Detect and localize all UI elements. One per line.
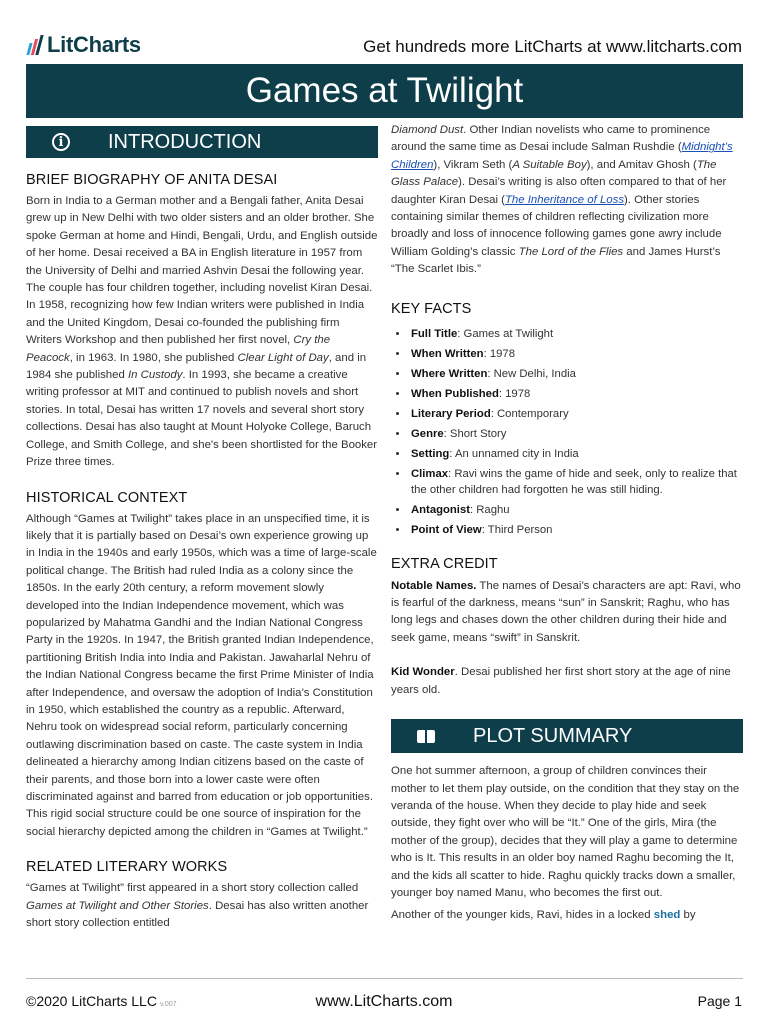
footer-site-link: www.LitCharts.com <box>315 993 453 1010</box>
kid-wonder-paragraph: Kid Wonder. Desai published her first short story at the age of nine years old. <box>391 666 731 696</box>
key-fact-item: • Setting: An unnamed city in India <box>409 446 743 462</box>
footer-page-number: Page 1 <box>697 993 742 1009</box>
key-fact-item: • Full Title: Games at Twilight <box>409 326 743 342</box>
introduction-banner <box>26 126 378 158</box>
logo-text: LitCharts <box>47 32 141 57</box>
key-fact-item: • Literary Period: Contemporary <box>409 406 743 422</box>
key-fact-item: • When Published: 1978 <box>409 386 743 402</box>
introduction-banner-label: INTRODUCTION <box>108 130 262 153</box>
key-fact-item: • Where Written: New Delhi, India <box>409 366 743 382</box>
related-works-paragraph-start: “Games at Twilight” first appeared in a short story collection called Games at Twilight and Other Stories. Desai has also written another short story collection entitled <box>26 882 369 930</box>
key-fact-item: • When Written: 1978 <box>409 346 743 362</box>
page-header <box>0 0 768 62</box>
related-works-heading: RELATED LITERARY WORKS <box>26 859 228 876</box>
key-fact-item: • Point of View: Third Person <box>409 522 743 538</box>
key-fact-item: • Climax: Ravi wins the game of hide and seek, only to realize that the other children had forgotten he was still hiding. <box>409 466 743 498</box>
key-facts-list <box>391 326 743 538</box>
book-icon <box>417 730 435 743</box>
bio-heading: BRIEF BIOGRAPHY OF ANITA DESAI <box>26 172 278 188</box>
plot-summary-banner-label: PLOT SUMMARY <box>473 724 633 747</box>
historical-paragraph: Although “Games at Twilight” takes place in an unspecified time, it is likely that it is partially based on Desai’s own experience growing up in India in the 1940s and early 1950s, which was a time of large-scale political change. The British had ruled India as a colony since the 1850s. In the early 20th century, a reform movement slowly developed into the Indian Independence movement, which was popularized by Mahatma Gandhi and the Indian National Congress Party in the 1920s. In 1947, the British granted Indian Independence, partitioning British India into India and Pakistan. Jawaharlal Nehru of the Indian National Congress became the first Prime Minister of India after Independence, and oversaw the adoption of India’s Constitution in 1950, which established the country as a republic. Afterward, Nehru took on widespread social reform, particularly concerning outlawing discrimination based on caste. The caste system in India delineated a hierarchy among Indian citizens based on the caste of their parents, and those born into a lower caste were often discriminated against and barred from education or job opportunities. This rigid social structure could be one source of inspiration for the social hierarchy depicted among the children in “Games at Twilight.” <box>26 512 377 838</box>
key-fact-item: • Antagonist: Raghu <box>409 502 743 518</box>
plot-summary-paragraph-2: Another of the younger kids, Ravi, hides in a locked shed by <box>391 909 696 922</box>
midnights-children-link[interactable]: Midnight’s Children <box>391 141 733 171</box>
right-column <box>391 122 743 925</box>
left-column <box>26 126 378 932</box>
key-facts-heading: KEY FACTS <box>391 300 472 317</box>
logo-bars-icon <box>28 35 41 55</box>
footer-divider <box>26 978 743 979</box>
key-fact-item: • Genre: Short Story <box>409 426 743 442</box>
extra-credit-heading: EXTRA CREDIT <box>391 555 498 572</box>
header-tagline[interactable]: Get hundreds more LitCharts at www.litcharts.com <box>363 37 742 56</box>
page-title: Games at Twilight <box>26 64 743 118</box>
footer-copyright: ©2020 LitCharts LLC v.007 <box>26 993 177 1009</box>
info-icon: i <box>52 133 70 151</box>
shed-link[interactable]: shed <box>653 909 681 922</box>
litcharts-logo[interactable] <box>28 32 141 58</box>
plot-summary-paragraph: One hot summer afternoon, a group of children convinces their mother to let them play outside, on the condition that they stay on the veranda of the house. When they decide to play hide and seek outside, they fight over who will be “It.” One of the girls, Mira (the mother of the group), decides that they will play a game to determine who is It. This results in an older boy named Raghu becoming the It, and the kids all scatter to hide. Raghu quickly tracks down a smaller, younger boy named Manu, who becomes the first out. <box>391 765 740 899</box>
inheritance-of-loss-link[interactable]: The Inheritance of Loss <box>504 193 625 206</box>
related-works-paragraph-continued: Diamond Dust. Other Indian novelists who came to prominence around the same time as Desai include Salman Rushdie (Midnight’s Children), Vikram Seth (A Suitable Boy), and Amitav Ghosh (The Glass Palace). Desai’s writing is also often compared to that of her daughter Kiran Desai (The Inheritance of Loss). Other stories containing similar themes of children reflecting civilization more broadly and loss of innocence following games gone awry include William Golding’s classic The Lord of the Flies and James Hurst’s “The Scarlet Ibis.” <box>391 124 733 276</box>
bio-paragraph: Born in India to a German mother and a Bengali father, Anita Desai grew up in New Delhi with two older sisters and an older brother. She spoke German at home and Hindi, Bengali, Urdu, and English outside of her home. Desai received a BA in English literature in 1957 from the University of Delhi and married Ashvin Desai the following year. The couple has four children together, including novelist Kiran Desai. In 1958, recognizing how few Indian writers were published in India and the United Kingdom, Desai co-founded the publishing firm Writers Workshop and then published her first novel, Cry the Peacock, in 1963. In 1980, she published Clear Light of Day, and in 1984 she published In Custody. In 1993, she became a creative writing professor at MIT and continued to publish novels and short stories. In total, Desai has written 17 novels and several short story collections. Desai has also taught at Mount Holyoke College, Baruch College, and Smith College, and she's been shortlisted for the Booker Prize three times. <box>26 195 378 469</box>
plot-summary-banner <box>391 719 743 753</box>
historical-heading: HISTORICAL CONTEXT <box>26 489 188 506</box>
notable-names-paragraph: Notable Names. The names of Desai’s characters are apt: Ravi, who is fearful of the darkness, means “sun” in Sanskrit; Raghu, who has long legs and chases down the other children during their hide and seek game, means “swift” in Sanskrit. <box>391 579 741 644</box>
